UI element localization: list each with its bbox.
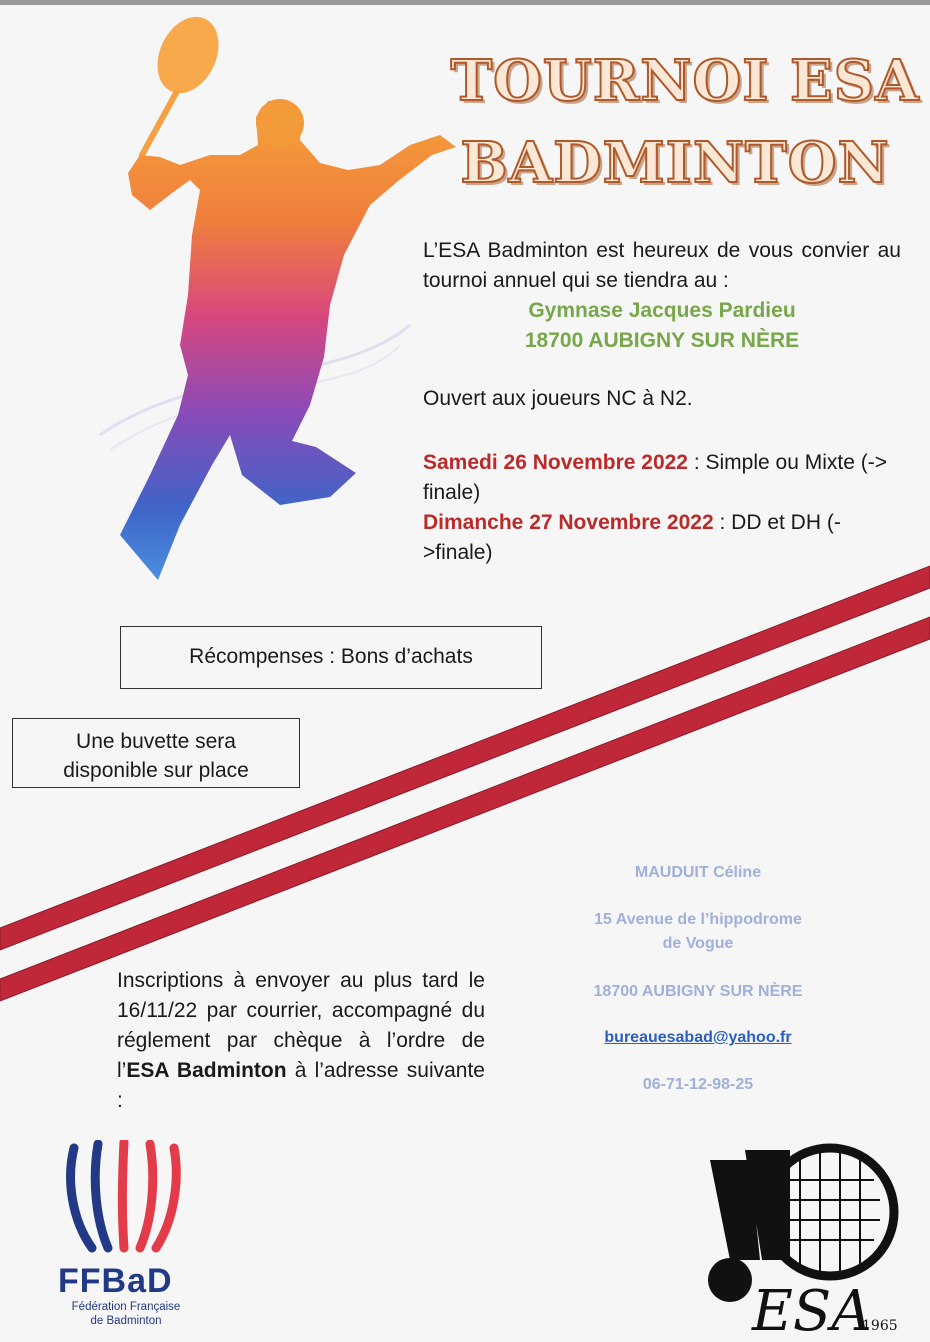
esa-logo-text: ESA — [752, 1279, 872, 1340]
contact-name: MAUDUIT Céline — [634, 864, 762, 881]
buvette-line-1: Une buvette sera — [76, 730, 236, 753]
sunday-date: Dimanche 27 Novembre 2022 — [423, 511, 714, 534]
buvette-box — [12, 718, 300, 788]
ffbad-subtitle-1: Fédération Française — [71, 1301, 181, 1313]
venue-block — [423, 296, 901, 356]
schedule-saturday — [423, 448, 901, 508]
player-head — [256, 99, 304, 147]
eligibility-text: Ouvert aux joueurs NC à N2. — [423, 387, 693, 410]
rewards-box: Récompenses : Bons d’achats — [120, 626, 542, 689]
ffbad-subtitle — [56, 1300, 196, 1328]
title-line-2: BADMINTON — [460, 130, 890, 196]
esa-club-logo — [690, 1140, 920, 1340]
venue-city: 18700 AUBIGNY SUR NÈRE — [524, 329, 800, 352]
contact-city: 18700 AUBIGNY SUR NÈRE — [593, 983, 803, 1000]
esa-logo-year: 1965 — [862, 1318, 898, 1334]
shuttlecock-base — [708, 1258, 752, 1302]
shuttlecock-feathers — [710, 1150, 790, 1260]
contact-email-link[interactable]: bureauesabad@yahoo.fr — [604, 1029, 792, 1046]
contact-phone: 06-71-12-98-25 — [642, 1076, 754, 1093]
registration-club: ESA Badminton — [126, 1059, 287, 1082]
ffbad-subtitle-2: de Badminton — [90, 1315, 162, 1327]
saturday-date: Samedi 26 Novembre 2022 — [423, 451, 688, 474]
schedule — [423, 448, 901, 568]
venue-name: Gymnase Jacques Pardieu — [528, 299, 796, 322]
contact-address-2: de Vogue — [662, 935, 734, 952]
registration-text-2: à l’adresse suivante : — [117, 1059, 485, 1112]
badminton-player-illustration — [80, 5, 480, 605]
sunday-desc: : DD et DH (->finale) — [423, 511, 841, 564]
racket-head — [146, 7, 231, 103]
registration-text-1: Inscriptions à envoyer au plus tard le 16/11/22 par courrier, accompagné du réglement par chèque à l’ordre de l’ — [117, 969, 485, 1082]
ffbad-wordmark: FFBaD — [58, 1262, 173, 1300]
registration-text — [117, 966, 485, 1116]
racket-handle — [142, 93, 176, 155]
title-line-1: TOURNOI ESA — [450, 48, 920, 114]
saturday-desc: : Simple ou Mixte (-> finale) — [423, 451, 887, 504]
contact-address-1: 15 Avenue de l’hippodrome — [594, 911, 802, 928]
ffbad-logo-icon — [62, 1140, 182, 1255]
contact-email-row — [540, 1029, 856, 1047]
buvette-line-2: disponible sur place — [63, 759, 249, 782]
schedule-sunday — [423, 508, 901, 568]
player-body — [120, 101, 456, 580]
intro-text: L’ESA Badminton est heureux de vous convier au tournoi annuel qui se tiendra au : — [423, 239, 901, 292]
